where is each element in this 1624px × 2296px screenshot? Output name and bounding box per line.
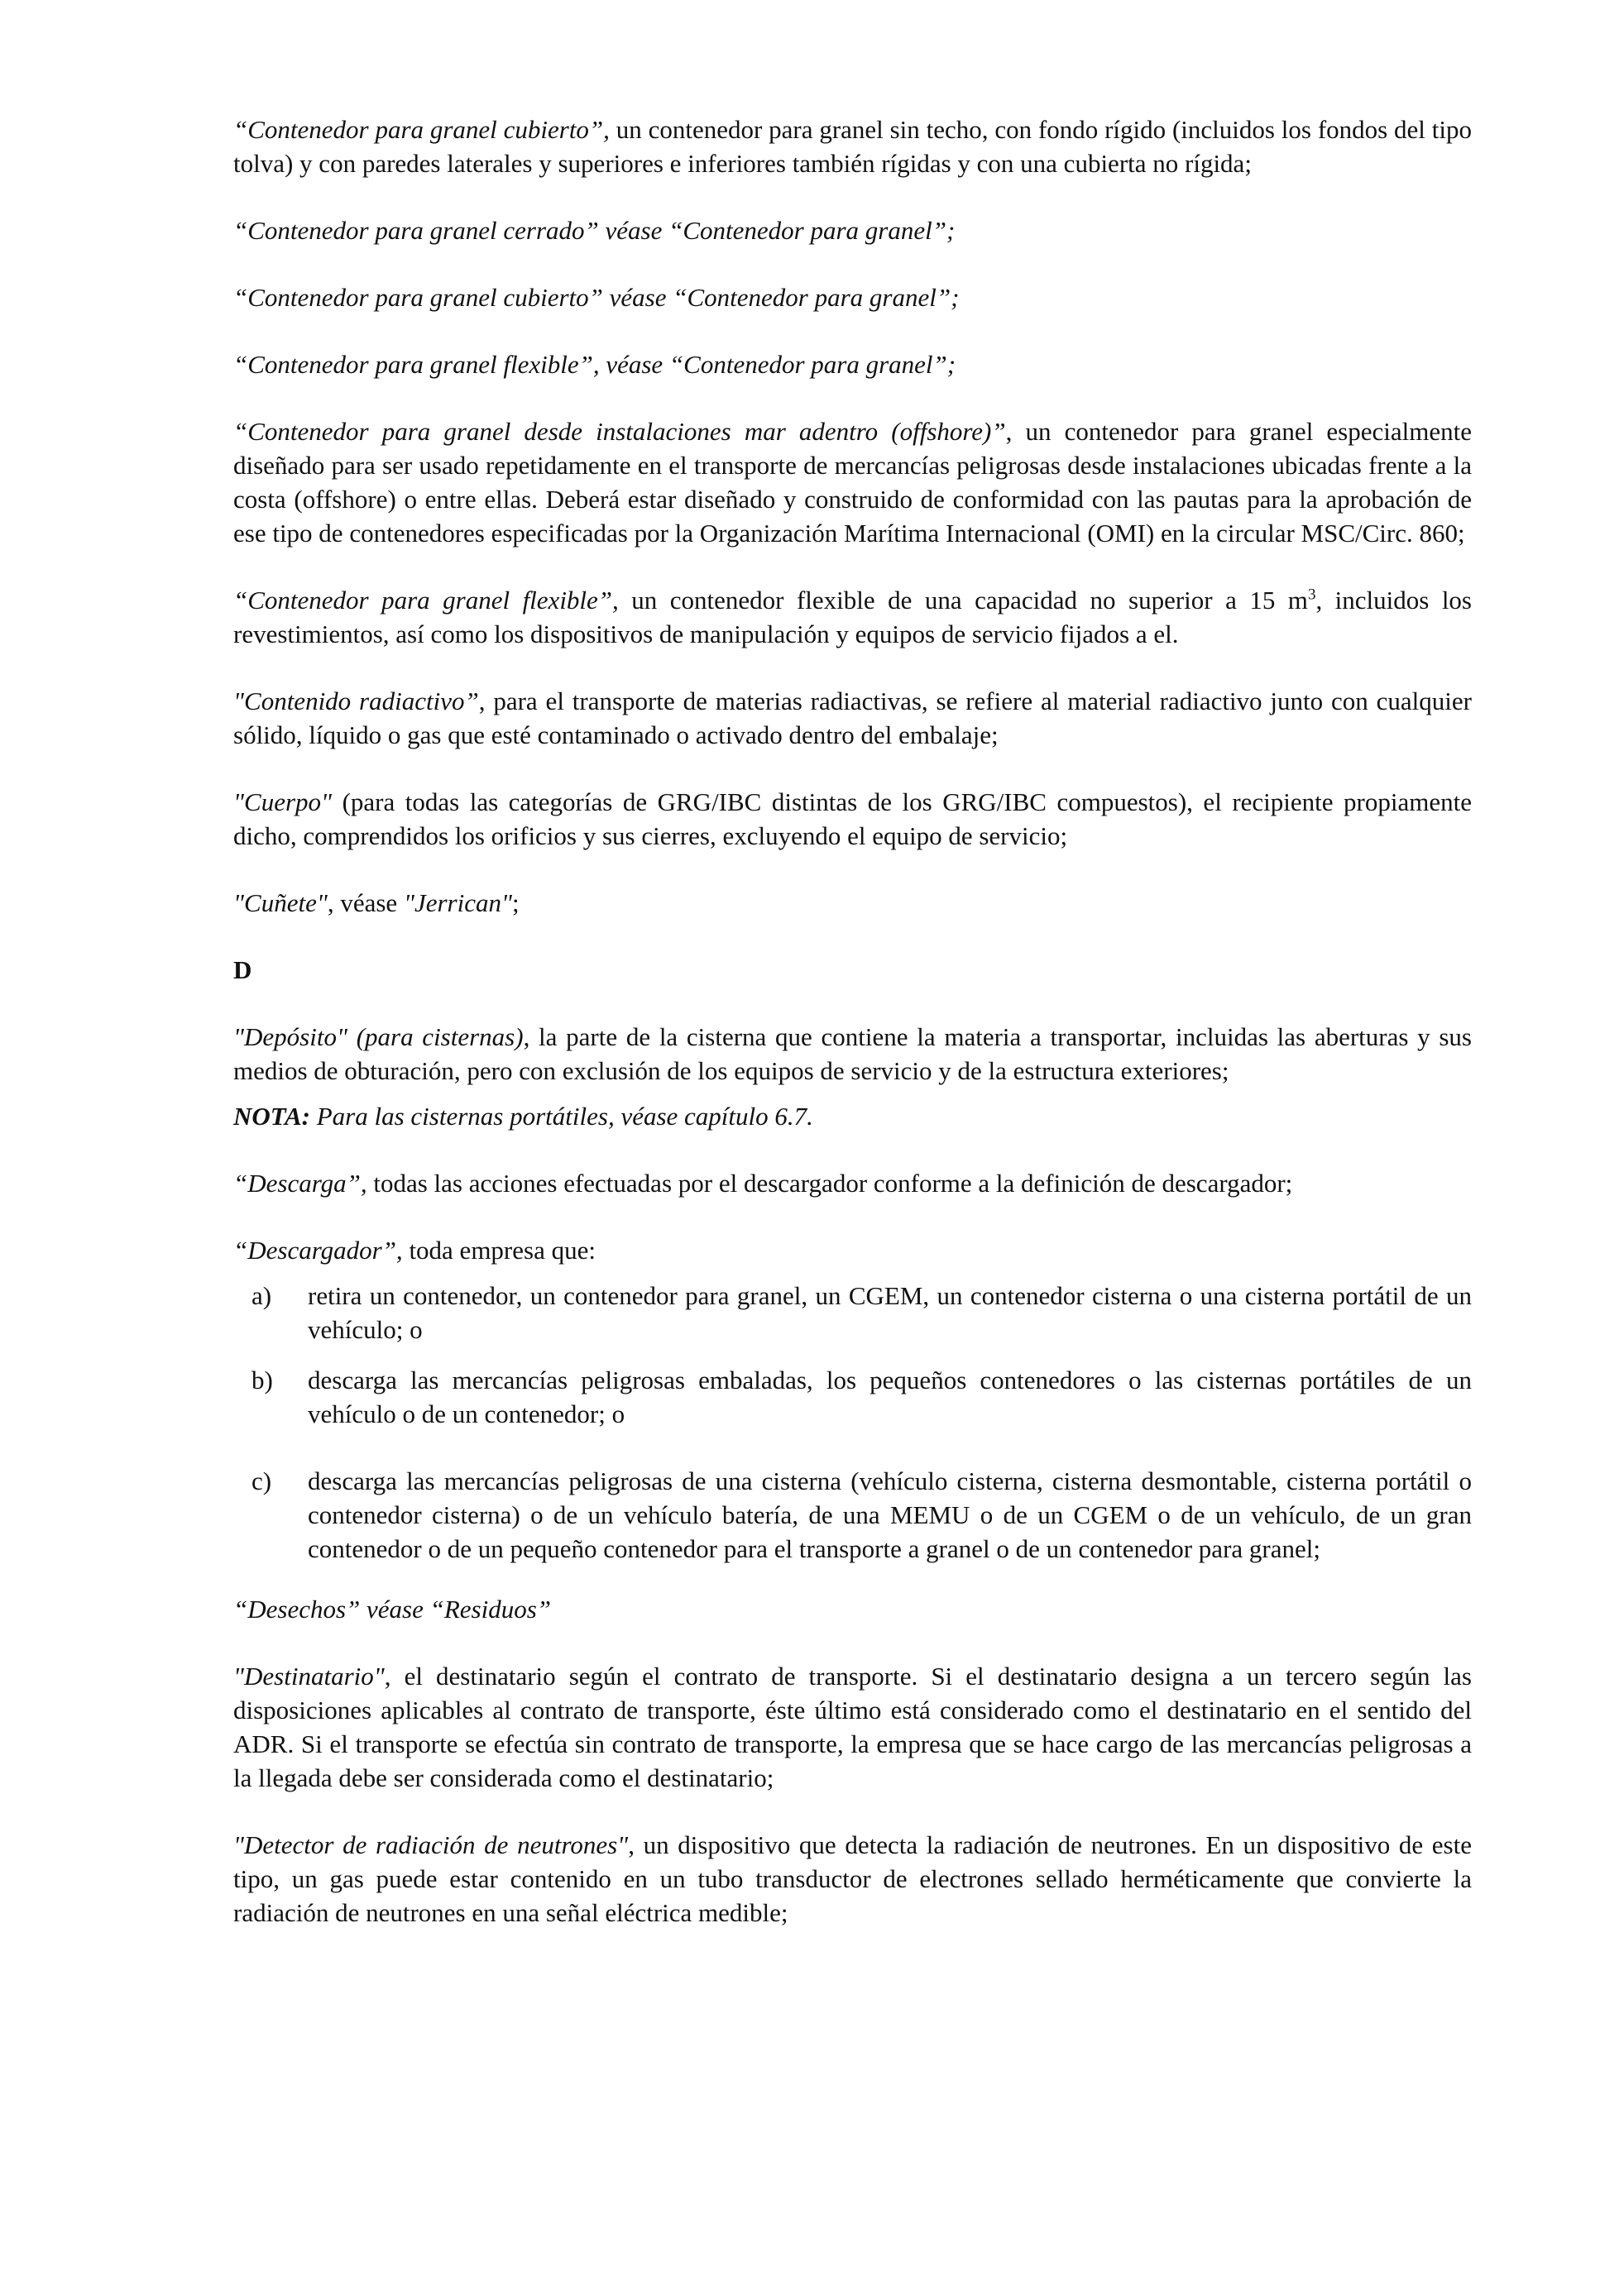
term: "Destinatario" xyxy=(233,1662,385,1691)
term: "Contenido radiactivo” xyxy=(233,686,479,715)
list-item xyxy=(233,1363,1472,1431)
term: “Contenedor para granel cubierto”, xyxy=(233,115,610,144)
definition-text: toda empresa que: xyxy=(402,1236,596,1265)
note-text: Para las cisternas portátiles, véase capítulo 6.7. xyxy=(310,1102,813,1131)
term: “Descargador”, xyxy=(233,1236,403,1265)
term: "Cuñete" xyxy=(233,888,328,917)
definition-text-continued: , incluidos los revestimientos, así como los dispositivos de manipulación y equipos de servicio fijados a el. xyxy=(233,586,1472,648)
definition-detector-neutrones xyxy=(233,1828,1472,1930)
definition-descarga xyxy=(233,1166,1472,1200)
definition-contenedor-granel-cubierto xyxy=(233,112,1472,180)
definition-text: , véase xyxy=(327,888,404,917)
definition-cuerpo xyxy=(233,785,1472,853)
definition-text: , el destinatario según el contrato de transporte. Si el destinatario designa a un tercero según las disposiciones aplicables al contrato de transporte, éste último está considerado como el destinatario en el sentido del ADR. Si el transporte se efectúa sin contrato de transporte, la empresa que se hace cargo de las mercancías peligrosas a la llegada debe ser considerada como el destinatario; xyxy=(233,1662,1472,1792)
term: "Depósito" (para cisternas) xyxy=(233,1022,524,1051)
definition-text: , un contenedor para granel especialmente diseñado para ser usado repetidamente en el transporte de mercancías peligrosas desde instalaciones ubicadas frente a la costa (offshore) o entre ellas. Deberá estar diseñado y construido de conformidad con las pautas para la aprobación de ese tipo de contenedores especificadas por la Organización Marítima Internacional (OMI) en la circular MSC/Circ. 860; xyxy=(233,417,1472,548)
definition-text: (para todas las categorías de GRG/IBC distintas de los GRG/IBC compuestos), el recipiente propiamente dicho, comprendidos los orificios y sus cierres, excluyendo el equipo de servicio; xyxy=(233,787,1472,850)
reference-contenedor-granel-cerrado: “Contenedor para granel cerrado” véase “Contenedor para granel”; xyxy=(233,216,956,245)
list-item-text: descarga las mercancías peligrosas embaladas, los pequeños contenedores o las cisternas portátiles de un vehículo o de un contenedor; o xyxy=(308,1366,1472,1428)
definition-text: un contenedor para granel sin techo, con fondo rígido (incluidos los fondos del tipo tolva) y con paredes laterales y superiores e inferiores también rígidas y con una cubierta no rígida; xyxy=(233,115,1472,178)
definition-text: , la parte de la cisterna que contiene la materia a transportar, incluidas las aberturas y sus medios de obturación, pero con exclusión de los equipos de servicio y de la estructura exteriores; xyxy=(233,1022,1472,1085)
definition-text: un contenedor flexible de una capacidad no superior a 15 m xyxy=(618,586,1308,615)
definition-contenido-radiactivo xyxy=(233,684,1472,752)
term: “Contenedor para granel flexible”, xyxy=(233,586,619,615)
list-marker: c) xyxy=(252,1466,272,1495)
reference-desechos: “Desechos” véase “Residuos” xyxy=(233,1595,552,1624)
term: “Descarga”, xyxy=(233,1169,367,1198)
term: “Contenedor para granel desde instalaciones mar adentro (offshore)” xyxy=(233,417,1006,446)
definition-text: todas las acciones efectuadas por el descargador conforme a la definición de descargador; xyxy=(366,1169,1293,1198)
superscript: 3 xyxy=(1307,586,1316,604)
list-marker: b) xyxy=(252,1366,273,1394)
note xyxy=(233,1099,1472,1133)
term: "Detector de radiación de neutrones" xyxy=(233,1830,629,1859)
definition-text: , para el transporte de materias radiactivas, se refiere al material radiactivo junto con cualquier sólido, líquido o gas que esté contaminado o activado dentro del embalaje; xyxy=(233,686,1472,749)
list-item xyxy=(233,1279,1472,1347)
list-marker: a) xyxy=(252,1281,272,1310)
definition-text-end: ; xyxy=(512,888,520,917)
note-label: NOTA: xyxy=(233,1102,310,1131)
document-page xyxy=(233,112,1472,1963)
definition-contenedor-granel-flexible xyxy=(233,583,1472,651)
reference-contenedor-granel-flexible: “Contenedor para granel flexible”, véase “Contenedor para granel”; xyxy=(233,350,956,379)
reference-contenedor-granel-cubierto: “Contenedor para granel cubierto” véase “Contenedor para granel”; xyxy=(233,283,960,312)
list-item-text: descarga las mercancías peligrosas de una cisterna (vehículo cisterna, cisterna desmontable, cisterna portátil o contenedor cisterna) o de un vehículo batería, de una MEMU o de un CGEM o de un vehículo, de un gran contenedor o de un pequeño contenedor para el transporte a granel o de un contenedor para granel; xyxy=(308,1466,1472,1563)
section-letter: D xyxy=(233,955,252,984)
definition-text: , un dispositivo que detecta la radiación de neutrones. En un dispositivo de este tipo, un gas puede estar contenido en un tubo transductor de electrones sellado herméticamente que convierte la radiación de neutrones en una señal eléctrica medible; xyxy=(233,1830,1472,1927)
definition-cunete xyxy=(233,886,1472,920)
definition-deposito xyxy=(233,1020,1472,1088)
list-item xyxy=(233,1464,1472,1566)
definition-descargador xyxy=(233,1233,1472,1267)
term: "Cuerpo" xyxy=(233,787,333,816)
list-item-text: retira un contenedor, un contenedor para granel, un CGEM, un contenedor cisterna o una cisterna portátil de un vehículo; o xyxy=(308,1281,1472,1344)
descargador-list xyxy=(233,1279,1472,1566)
definition-contenedor-granel-offshore xyxy=(233,414,1472,550)
term-reference: "Jerrican" xyxy=(403,888,512,917)
definition-destinatario xyxy=(233,1659,1472,1795)
